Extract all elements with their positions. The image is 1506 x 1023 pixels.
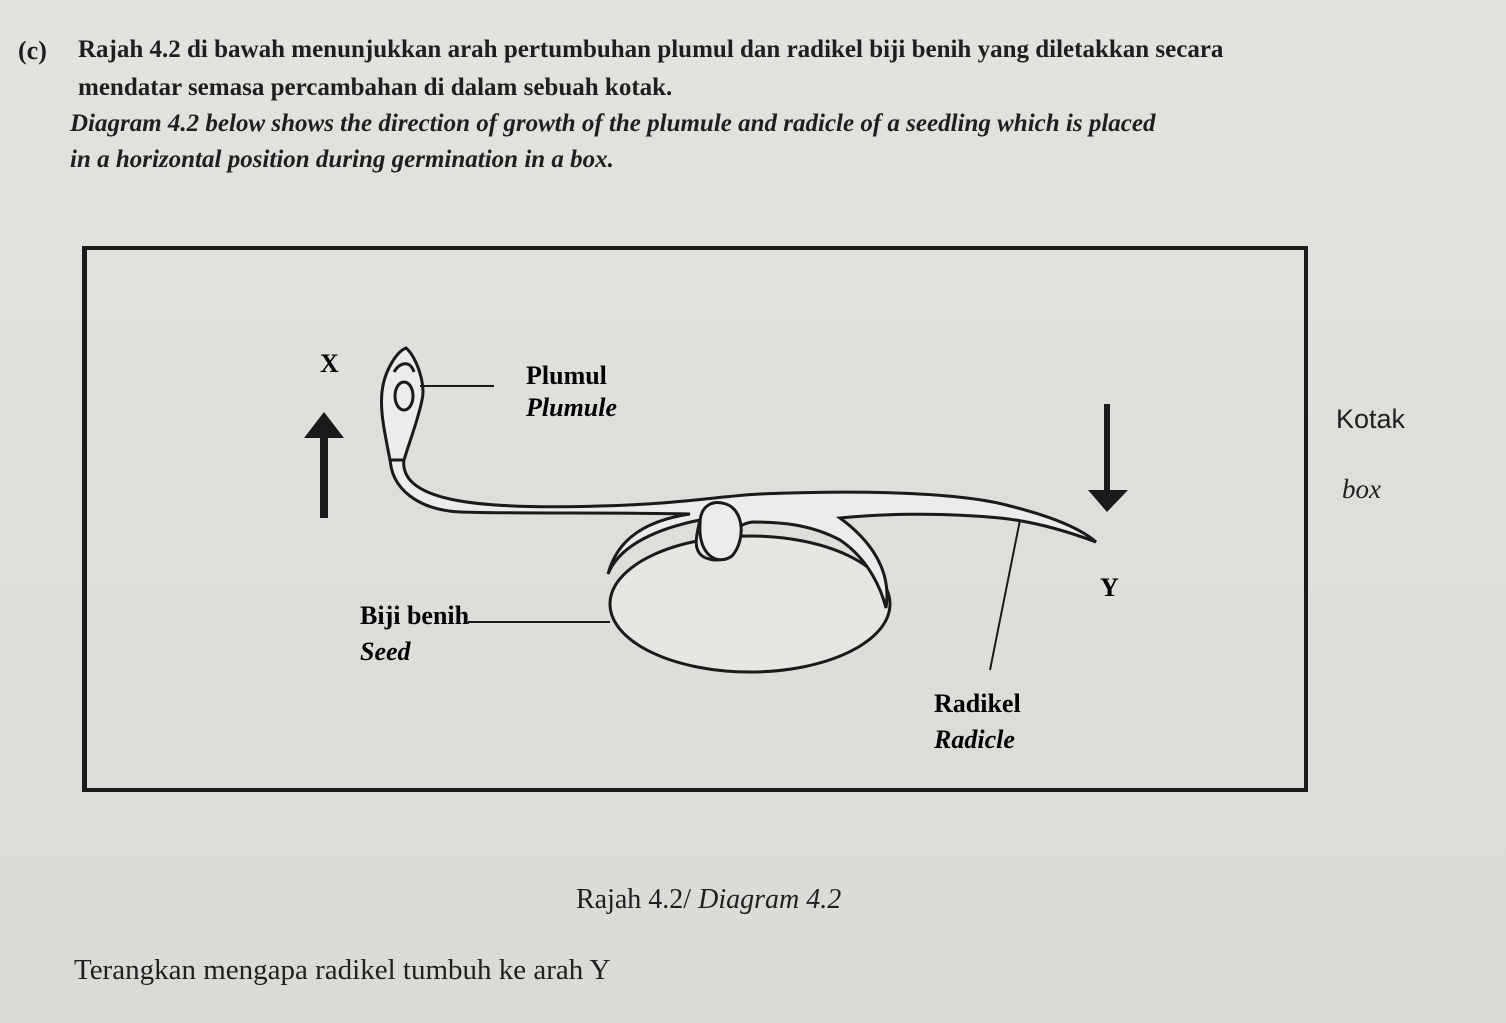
label-plumul: Plumul xyxy=(526,361,607,390)
radicle-leader xyxy=(990,520,1020,670)
label-radikel: Radikel xyxy=(934,689,1021,718)
label-y: Y xyxy=(1100,573,1119,602)
cotyledon xyxy=(700,503,741,560)
label-x: X xyxy=(320,349,339,378)
caption-english: Diagram 4.2 xyxy=(698,884,842,915)
label-plumule: Plumule xyxy=(526,393,618,422)
question-text-malay-2: mendatar semasa percambahan di dalam sebuah kotak. xyxy=(78,74,673,101)
question-number: (c) xyxy=(18,36,47,65)
label-biji-benih: Biji benih xyxy=(360,601,470,630)
diagram-caption xyxy=(576,884,841,916)
label-radicle: Radicle xyxy=(934,725,1015,754)
question-text-malay-1: Rajah 4.2 di bawah menunjukkan arah pertumbuhan plumul dan radikel biji benih yang diletakkan secara xyxy=(78,36,1224,63)
seed-shape xyxy=(610,536,890,672)
label-seed: Seed xyxy=(360,637,411,666)
question-prompt: Terangkan mengapa radikel tumbuh ke arah Y xyxy=(74,954,611,986)
caption-malay: Rajah 4.2/ xyxy=(576,884,699,915)
label-box: box xyxy=(1342,474,1381,504)
arrow-up-x xyxy=(304,412,344,518)
question-text-english-1: Diagram 4.2 below shows the direction of growth of the plumule and radicle of a seedling which is placed xyxy=(70,110,1156,137)
arrow-down-y xyxy=(1088,404,1128,512)
question-text-english-2: in a horizontal position during germination in a box. xyxy=(70,146,614,173)
label-kotak: Kotak xyxy=(1336,404,1406,434)
